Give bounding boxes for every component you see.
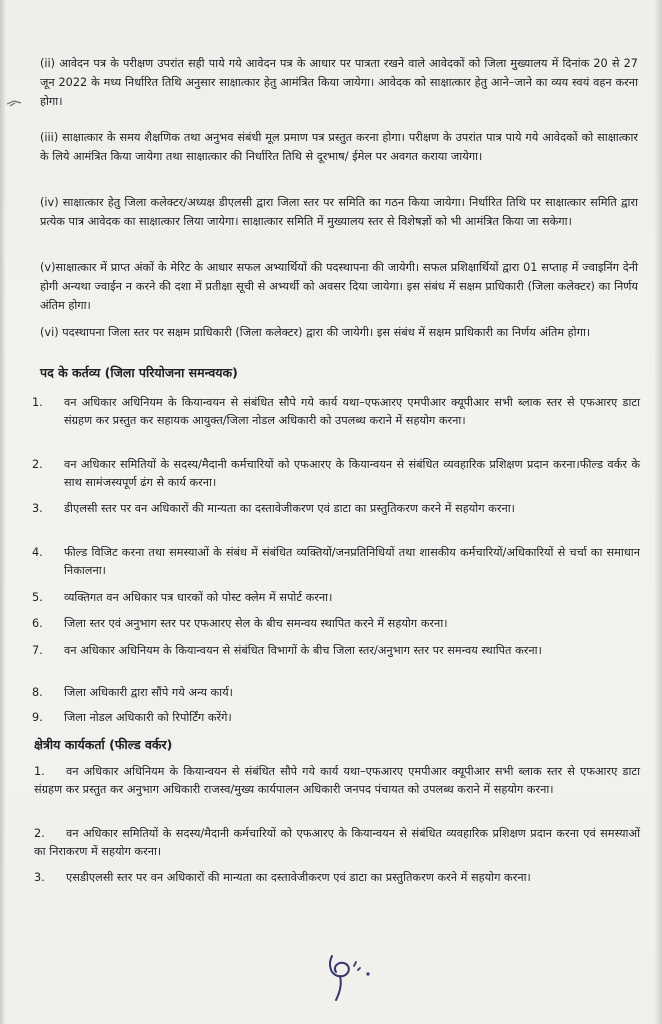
scan-shadow-left [0, 0, 6, 1024]
field-duty-item-2 [34, 825, 640, 861]
field-duty-number: 3. [34, 871, 45, 884]
duty-text: वन अधिकार समितियों के सदस्य/मैदानी कर्मचारियों को एफआरए के कियान्वयन से संबंधित व्यवहारिक प्रशिक्षण प्रदान करना।फील्ड वर्कर के साथ सामंजस्यपूर्ण ढंग से कार्य करना। [64, 458, 640, 489]
duty-item-6 [32, 615, 640, 633]
duty-item-5 [32, 589, 640, 607]
duty-number: 1. [32, 396, 43, 409]
duty-text: व्यक्तिगत वन अधिकार पत्र धारकों को पोस्ट क्लेम में सपोर्ट करना। [64, 591, 333, 604]
field-duty-text: वन अधिकार अधिनियम के कियान्वयन से संबंधित सौपे गये कार्य यथा–एफआरए एमपीआर क्यूपीआर सभी ब्लाक स्तर से एफआरए डाटा संग्रहण कर प्रस्तुत कर अनुभाग अधिकारी राजस्व/मुख्य कार्यपालन अधिकारी जनपद पंचायत को उपलब्ध कराने में सहयोग करना। [34, 765, 640, 796]
condition-iii: (iii) साक्षात्कार के समय शैक्षणिक तथा अनुभव संबंधी मूल प्रमाण पत्र प्रस्तुत करना होगा। परीक्षण के उपरांत पात्र पाये गये आवेदकों को साक्षात्कार के लिये आमंत्रित किया जायेगा तथा साक्षात्कार की निर्धारित तिथि से दूरभाष/ ईमेल पर अवगत कराया जायेगा। [40, 131, 638, 163]
field-duty-item-1 [34, 763, 640, 799]
duty-text: जिला नोडल अधिकारी को रिपोर्टिंग करेंगे। [64, 711, 232, 724]
field-duty-number: 2. [34, 827, 45, 840]
duty-item-1 [32, 394, 640, 430]
duty-number: 8. [32, 686, 43, 699]
condition-v: (v)साक्षात्कार में प्राप्त अंकों के मेरिट के आधार सफल अभ्यार्थियों की पदस्थापना की जायेगी। सफल प्रशिक्षार्थियों द्वारा 01 सप्ताह में ज्वाइनिंग देनी होगी अन्यथा ज्वाईन न करने की दशा में प्रतीक्षा सूची से अभ्यर्थी को अवसर दिया जायेगा। इस संबंध में सक्षम प्राधिकारी (जिला कलेक्टर) का निर्णय अंतिम होगा। [40, 261, 638, 312]
duty-number: 2. [32, 458, 43, 471]
duty-number: 6. [32, 617, 43, 630]
duty-item-2 [32, 456, 640, 492]
scan-shadow-right [654, 0, 662, 1024]
field-duty-text: वन अधिकार समितियों के सदस्य/मैदानी कर्मचारियों को एफआरए के कियान्वयन से संबंधित व्यवहारिक प्रशिक्षण प्रदान करना एवं समस्याओं का निराकरण में सहयोग करना। [34, 827, 640, 858]
field-duty-text: एसडीएलसी स्तर पर वन अधिकारों की मान्यता का दस्तावेजीकरण एवं डाटा का प्रस्तुतिकरण करने में सहयोग करना। [66, 871, 531, 884]
duty-item-4 [32, 544, 640, 580]
duty-item-7 [32, 642, 640, 660]
duty-text: वन अधिकार अधिनियम के कियान्वयन से संबंधित विभागों के बीच जिला स्तर/अनुभाग स्तर पर समन्वय स्थापित करना। [64, 644, 542, 657]
duty-number: 3. [32, 502, 43, 515]
duty-text: जिला स्तर एवं अनुभाग स्तर पर एफआरए सेल के बीच समन्वय स्थापित करने में सहयोग करना। [64, 617, 448, 630]
duty-text: डीएलसी स्तर पर वन अधिकारों की मान्यता का दस्तावेजीकरण एवं डाटा का प्रस्तुतिकरण करने में सहयोग करना। [64, 502, 515, 515]
duty-text: फील्ड विजिट करना तथा समस्याओं के संबंध में संबंधित व्यक्तियों/जनप्रतिनिधियों तथा शासकीय कर्मचारियों/अधिकारियों से चर्चा का समाधान निकालना। [64, 546, 640, 577]
duty-item-8 [32, 684, 640, 702]
margin-pen-mark [6, 98, 22, 108]
field-duty-item-3 [34, 869, 640, 887]
field-duty-number: 1. [34, 765, 45, 778]
duty-number: 9. [32, 711, 43, 724]
duty-number: 4. [32, 546, 43, 559]
duty-text: वन अधिकार अधिनियम के कियान्वयन से संबंधित सौपे गये कार्य यथा–एफआरए एमपीआर क्यूपीआर सभी ब्लाक स्तर से एफआरए डाटा संग्रहण कर प्रस्तुत कर सहायक आयुक्त/जिला नोडल अधिकारी को उपलब्ध कराने में सहयोग करना। [64, 396, 640, 427]
duty-text: जिला अधिकारी द्वारा सौंपे गये अन्य कार्य। [64, 686, 233, 699]
duties-heading: पद के कर्तव्य (जिला परियोजना समन्वयक) [40, 365, 238, 380]
duty-number: 5. [32, 591, 43, 604]
handwritten-signature [318, 948, 398, 1004]
condition-ii: (ii) आवेदन पत्र के परीक्षण उपरांत सही पाये गये आवेदन पत्र के आधार पर पात्रता रखने वाले आवेदकों को जिला मुख्यालय में दिनांक 20 से 27 जून 2022 के मध्य निर्धारित तिथि अनुसार साक्षात्कार हेतु आमंत्रित किया जायेगा। आवेदक को साक्षात्कार हेतु आने–जाने का व्यय स्वयं वहन करना होगा। [40, 57, 638, 108]
duty-number: 7. [32, 644, 43, 657]
condition-vi: (vi) पदस्थापना जिला स्तर पर सक्षम प्राधिकारी (जिला कलेक्टर) द्वारा की जायेगी। इस संबंध में सक्षम प्राधिकारी का निर्णय अंतिम होगा। [40, 326, 591, 339]
duty-item-9 [32, 709, 640, 727]
duty-item-3 [32, 500, 640, 518]
field-worker-heading: क्षेत्रीय कार्यकर्ता (फील्ड वर्कर) [34, 737, 173, 752]
condition-iv: (iv) साक्षात्कार हेतु जिला कलेक्टर/अध्यक्ष डीएलसी द्वारा जिला स्तर पर समिति का गठन किया जायेगा। निर्धारित तिथि पर साक्षात्कार समिति द्वारा प्रत्येक पात्र आवेदक का साक्षात्कार लिया जायेगा। साक्षात्कार समिति में मुख्यालय स्तर से विशेषज्ञों को भी आमंत्रित किया जा सकेगा। [40, 196, 638, 228]
